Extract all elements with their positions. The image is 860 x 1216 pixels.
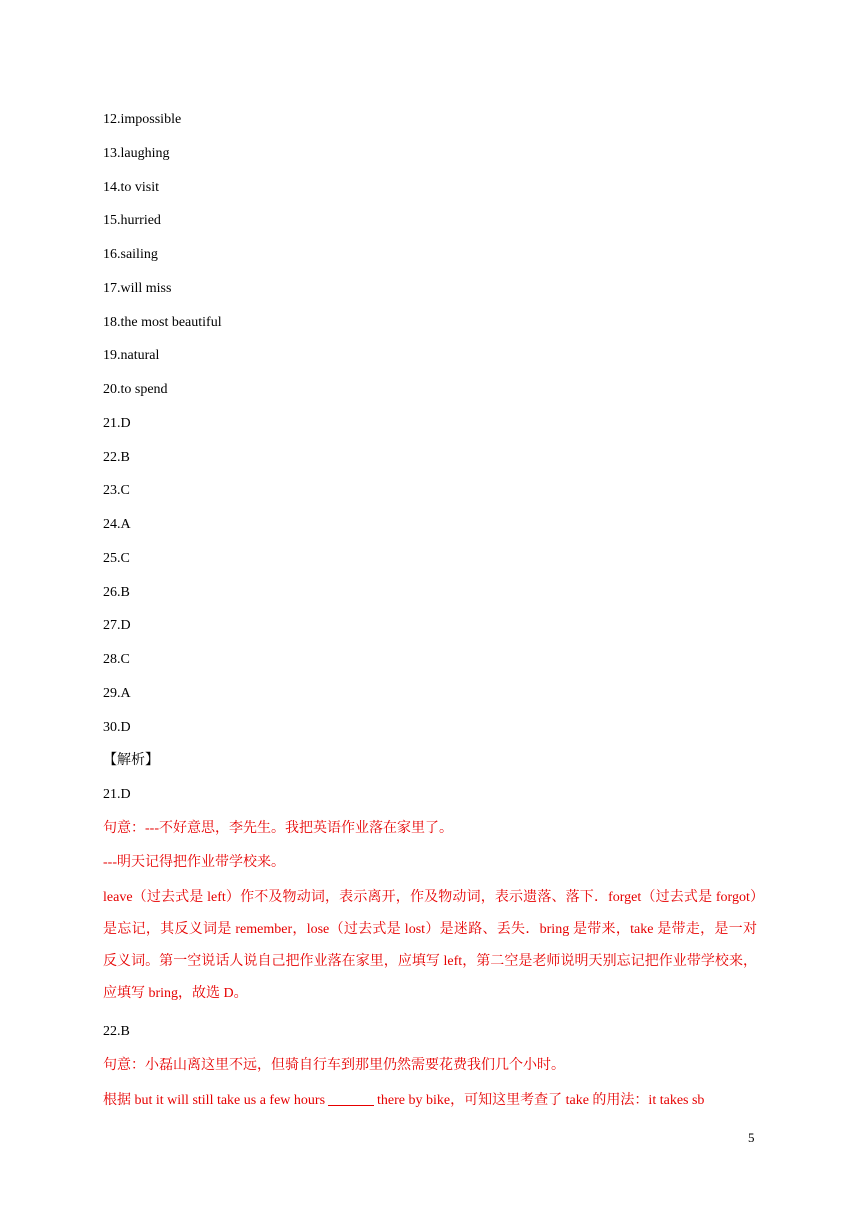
analysis-heading: 【解析】 xyxy=(103,753,159,768)
answer-line: 16.sailing xyxy=(103,247,158,262)
q22-explanation xyxy=(103,1091,704,1110)
page-number: 5 xyxy=(748,1130,755,1145)
answer-line: 14.to visit xyxy=(103,180,160,195)
answer-line: 22.B xyxy=(103,450,130,465)
answer-line: 26.B xyxy=(103,585,130,600)
answer-line: 19.natural xyxy=(103,348,160,363)
q22-meaning: 句意：小磊山离这里不远，但骑自行车到那里仍然需要花费我们几个小时。 xyxy=(103,1058,565,1073)
q22-number: 22.B xyxy=(103,1024,130,1039)
q21-explanation: leave（过去式是 left）作不及物动词，表示离开，作及物动词，表示遗落、落下．forget（过去式是 forgot）是忘记，其反义词是 remember，lose（过去式是 lost）是迷路、丢失．bring 是带来，take 是带走，是一对反义词。第一空说话人说自己把作业落在家里，应填写 left，第二空是老师说明天别忘记把作业带学校来，应填写 bring，故选 D。 xyxy=(103,890,757,1001)
answer-line: 23.C xyxy=(103,483,130,498)
answer-line: 18.the most beautiful xyxy=(103,315,222,330)
answer-blank xyxy=(328,1091,374,1106)
answer-line: 21.D xyxy=(103,416,131,431)
q22-explanation-before: 根据 but it will still take us a few hours xyxy=(103,1093,326,1108)
q21-meaning-2: ---明天记得把作业带学校来。 xyxy=(103,855,285,870)
q21-meaning-1: 句意：---不好意思，李先生。我把英语作业落在家里了。 xyxy=(103,821,453,836)
answer-line: 28.C xyxy=(103,652,130,667)
answer-line: 13.laughing xyxy=(103,146,170,161)
answer-line: 15.hurried xyxy=(103,213,161,228)
answer-line: 20.to spend xyxy=(103,382,168,397)
answer-line: 25.C xyxy=(103,551,130,566)
answer-line: 17.will miss xyxy=(103,281,172,296)
answer-line: 27.D xyxy=(103,618,131,633)
q22-explanation-after: there by bike，可知这里考查了 take 的用法：it takes sb xyxy=(377,1093,705,1108)
answer-line: 24.A xyxy=(103,517,131,532)
answer-line: 30.D xyxy=(103,720,131,735)
answer-line: 12.impossible xyxy=(103,112,182,127)
answer-line: 29.A xyxy=(103,686,131,701)
q21-number: 21.D xyxy=(103,787,131,802)
